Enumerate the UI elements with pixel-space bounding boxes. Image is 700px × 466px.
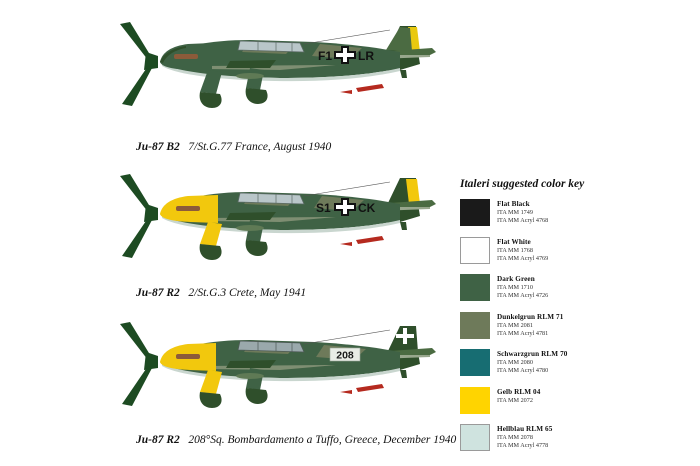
wheel-fairing: [246, 240, 268, 256]
color-name: Hellblau RLM 65: [497, 425, 553, 433]
tail-wheel: [400, 370, 407, 378]
red-marking-arrow: [340, 90, 352, 94]
profile-unit-2: 2/St.G.3 Crete, May 1941: [188, 287, 307, 299]
propeller-blade: [120, 322, 152, 360]
color-code-enamel: ITA MM 1749: [497, 209, 533, 216]
profile-unit-1: 7/St.G.77 France, August 1940: [188, 141, 332, 153]
aircraft-side-view-1: [100, 18, 440, 138]
propeller-blade: [120, 22, 152, 60]
color-code-enamel: ITA MM 1710: [497, 284, 533, 291]
color-swatch: [460, 424, 490, 451]
antenna-wire: [304, 330, 390, 344]
profile-caption-3: [136, 434, 456, 446]
propeller-blade: [122, 218, 152, 258]
wing-camouflage: [226, 212, 276, 220]
tail-wheel: [400, 70, 407, 78]
antenna-wire: [304, 182, 390, 196]
tail-wheel: [400, 222, 407, 230]
color-key-title: Italeri suggested color key: [460, 178, 585, 190]
wheel-fairing: [246, 88, 268, 104]
propeller-blade: [122, 366, 152, 406]
propeller-blade: [120, 174, 152, 212]
color-key-row: [460, 312, 688, 339]
color-key-row: [460, 387, 688, 414]
red-marking-arrow: [340, 242, 352, 246]
wheel-fairing: [200, 392, 222, 408]
profile-designation-3: Ju-87 R2: [136, 434, 180, 446]
color-key-row: [460, 237, 688, 264]
canopy: [238, 341, 304, 352]
bomb: [236, 373, 264, 379]
wing-camouflage: [226, 360, 276, 368]
color-swatch: [460, 387, 490, 414]
camouflage-patch: [386, 27, 412, 51]
color-code-enamel: ITA MM 1768: [497, 246, 533, 254]
aircraft-profile-3: [100, 318, 440, 438]
color-code-acrylic: ITA MM Acryl 4778: [497, 442, 549, 450]
color-key-row: [460, 349, 688, 376]
color-key-row: [460, 274, 688, 301]
color-code-enamel: ITA MM 2081: [497, 321, 533, 329]
code-right: CK: [358, 201, 376, 215]
bomb: [236, 73, 264, 79]
code-left: F1: [318, 49, 333, 63]
aircraft-profile-2: [100, 170, 440, 290]
color-name: Flat White: [497, 237, 531, 246]
color-code-enamel: ITA MM 2072: [497, 396, 533, 404]
color-key-row: [460, 424, 688, 451]
exhaust-stubs: [176, 354, 200, 359]
color-code-acrylic: ITA MM Acryl 4768: [497, 217, 549, 225]
color-key-row: [460, 199, 688, 226]
color-swatch: [460, 274, 490, 301]
aircraft-side-view-2: [100, 170, 440, 290]
code-left: S1: [316, 201, 331, 215]
color-code-acrylic: ITA MM Acryl 4780: [497, 367, 549, 375]
code-right: LR: [358, 49, 374, 63]
color-name: Schwarzgrun RLM 70: [497, 350, 568, 358]
color-code-acrylic: ITA MM Acryl 4726: [497, 292, 549, 300]
antenna-wire: [304, 30, 390, 44]
color-swatch: [460, 199, 490, 226]
exhaust-stubs: [174, 54, 198, 59]
profile-caption-2: [136, 287, 306, 299]
color-name: Dunkelgrun RLM 71: [497, 312, 564, 321]
color-swatch: [460, 312, 490, 339]
color-name: Flat Black: [497, 200, 530, 208]
canopy: [238, 193, 304, 204]
profile-unit-3: 208°Sq. Bombardamento a Tuffo, Greece, December 1940: [188, 434, 457, 446]
wing-camouflage: [226, 60, 276, 68]
profile-designation-2: Ju-87 R2: [136, 287, 180, 299]
propeller-blade: [122, 66, 152, 106]
canopy: [238, 41, 304, 52]
red-marking: [356, 384, 384, 392]
fuselage-number: 208: [336, 349, 354, 362]
fuselage-number-plate: [330, 348, 360, 362]
color-swatch: [460, 349, 490, 376]
color-name: Gelb RLM 04: [497, 387, 541, 396]
red-marking: [356, 236, 384, 244]
color-swatch: [460, 237, 490, 264]
color-key-panel: [460, 178, 688, 462]
color-name: Dark Green: [497, 275, 535, 283]
color-code-enamel: ITA MM 2078: [497, 434, 533, 441]
wheel-fairing: [246, 388, 268, 404]
profile-caption-1: [136, 141, 331, 153]
profile-designation-1: Ju-87 B2: [136, 141, 180, 153]
wheel-fairing: [200, 92, 222, 108]
bomb: [236, 225, 264, 231]
color-code-acrylic: ITA MM Acryl 4781: [497, 329, 549, 337]
color-code-acrylic: ITA MM Acryl 4769: [497, 254, 549, 262]
red-marking-arrow: [340, 390, 352, 394]
aircraft-side-view-3: [100, 318, 440, 438]
aircraft-profile-1: [100, 18, 440, 138]
wheel-fairing: [200, 244, 222, 260]
red-marking: [356, 84, 384, 92]
color-code-enamel: ITA MM 2080: [497, 359, 533, 366]
exhaust-stubs: [176, 206, 200, 211]
